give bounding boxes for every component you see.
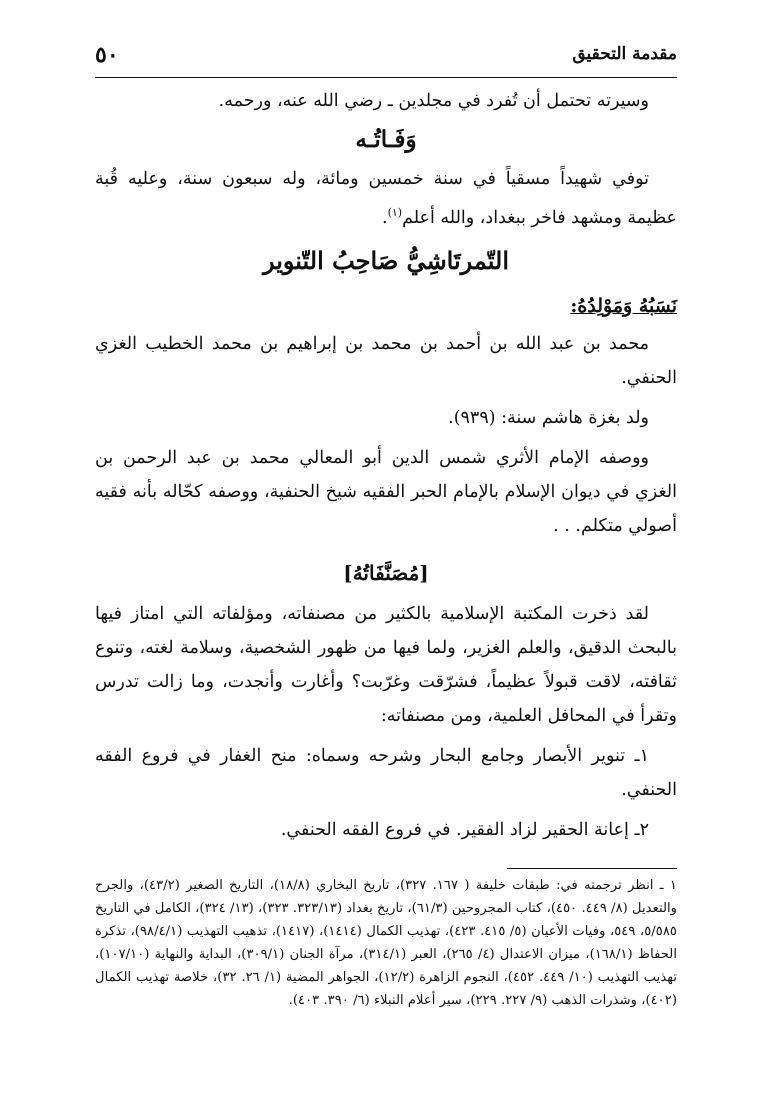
death-text: توفي شهيداً مسقياً في سنة خمسين ومائة، وله سبعون سنة، وعليه قُبة عظيمة ومشهد فاخر ببغداد، والله أعلم (95, 169, 677, 228)
author-heading: التّمرتَاشِيُّ صَاحِبُ التّنوير (262, 245, 510, 275)
birth-paragraph: ولد بغزة هاشم سنة: (٩٣٩). (448, 407, 649, 428)
main-text (95, 84, 677, 847)
lineage-subheading: نَسَبُهُ وَمَوْلِدُهُ: (570, 294, 677, 317)
opening-line: وسيرته تحتمل أن تُفرد في مجلدين ـ رضي الله عنه، ورحمه. (218, 91, 649, 111)
praise-paragraph: ووصفه الإمام الأثري شمس الدين أبو المعالي محمد بن عبد الرحمن بن الغزي في ديوان الإسلام بالإمام الحبر الفقيه شيخ الحنفية، ووصفه كحّاله بأنه فقيه أصولي متكلم. . . (95, 447, 677, 536)
death-paragraph (95, 162, 677, 235)
header-rule (95, 77, 677, 78)
footnote: ١ ـ انظر ترجمته في: طبقات خليفة ( ١٦٧. ٣٢٧)، تاريخ البخاري (١٨/٨)، التاريخ الصغير (٤٣/٢)، والجرح والتعديل (٨/ ٤٤٩. ٤٥٠)، كتاب المجروحين (٦١/٣)، تاريخ بغداد (٣٢٣/١٣. ٣٢٣)، (١٣/ ٣٢٤)، الكامل في التاريخ ٥/٥٨٥، ٥٤٩، وفيات الأعيان (٥/ ٤١٥. ٤٢٣)، تهذيب الكمال (١٤١٤)، (١٤١٧)، تذهيب التهذيب (٩٨/٤/١)، تذكرة الحفاظ (١٦٨/١)، ميزان الاعتدال (٤/ ٢٦٥)، العبر (٣١٤/١)، مرآة الجنان (٣٠٩/١)، البداية والنهاية (١٠٧/١٠)، تهذيب التهذيب (١٠/ ٤٤٩. ٤٥٢)، النجوم الزاهرة (١٢/٢)، الجواهر المضية (١/ ٢٦. ٣٢)، خلاصة تهذيب الكمال (٤٠٢)، وشذرات الذهب (٩/ ٢٢٧. ٢٢٩)، سير أعلام النبلاء (٦/ ٣٩٠. ٤٠٣). (95, 878, 678, 1008)
work-item-1: ١ـ تنوير الأبصار وجامع البحار وشرحه وسماه: منح الغفار في فروع الفقه الحنفي. (95, 745, 677, 800)
footnote-rule (507, 868, 677, 869)
running-title: مقدمة التحقيق (572, 44, 677, 64)
works-paragraph: لقد ذخرت المكتبة الإسلامية بالكثير من مصنفاته، ومؤلفاته التي امتاز فيها بالبحث الدقيق، والعلم الغزير، ولما فيها من ظهور الشخصية، وسلامة لغته، وتنوع ثقافته، لاقت قبولاً عظيماً، فشرّقت وغرّبت؟ وأغارت وأنجدت، وما زالت تدرس وتقرأ في المحافل العلمية، ومن مصنفاته: (95, 603, 677, 726)
work-item-2: ٢ـ إعانة الحقير لزاد الفقير. في فروع الفقه الحنفي. (280, 819, 649, 840)
lineage-paragraph: محمد بن عبد الله بن أحمد بن محمد بن إبراهيم بن محمد الخطيب الغزي الحنفي. (95, 333, 677, 388)
works-heading: [مُصَنَّفَاتُهُ] (343, 560, 429, 585)
death-text-end: . (382, 207, 388, 228)
page-number: ٥٠ (95, 42, 119, 68)
page-header (95, 40, 677, 76)
footnote-marker: (١) (387, 206, 403, 219)
death-heading: وَفَـاتُـه (355, 126, 417, 153)
